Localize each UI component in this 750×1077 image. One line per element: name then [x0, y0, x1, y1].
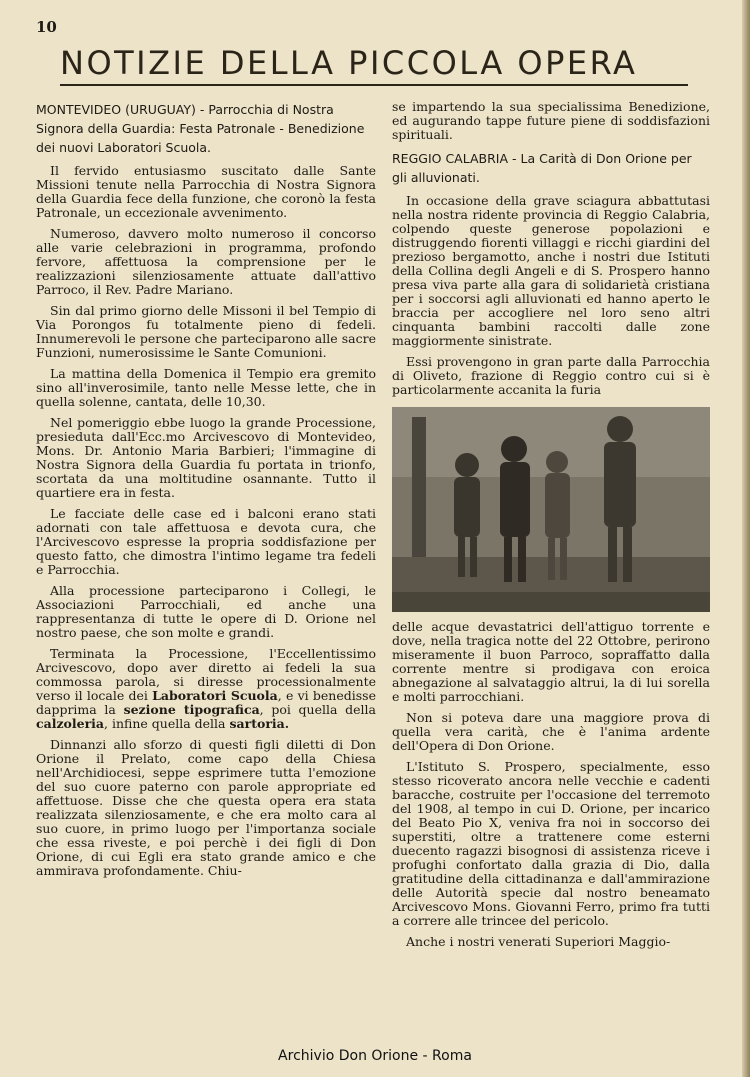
masthead-title: NOTIZIE DELLA PICCOLA OPERA	[60, 44, 638, 82]
paragraph: In occasione della grave sciagura abbattutasi nella nostra ridente provincia di Reggio Calabria, colpendo queste generose popolazioni e distruggendo fiorenti villaggi e ricchi giardini del prezioso bergamotto, anche i nostri due Istituti della Collina degli Angeli e di S. Prospero hanno presa viva parte alla gara di solidarietà cristiana per i soccorsi agli alluvionati ed hanno aperto le braccia per accogliere nel loro seno altri cinquanta bambini raccolti dalle zone maggiormente sinistrate.	[392, 193, 710, 348]
section-place: MONTEVIDEO (URUGUAY)	[36, 102, 196, 117]
paragraph-continued: delle acque devastatrici dell'attiguo torrente e dove, nella tragica notte del 22 Ottobre, perirono miseramente il buon Parroco, sopraffatto dalla corrente mentre si prodigava con eroica abnegazione al salvataggio altrui, la di lui sorella e molti parrocchiani.	[392, 619, 710, 704]
section-heading-montevideo	[36, 100, 376, 157]
right-column	[392, 100, 710, 956]
paragraph: L'Istituto S. Prospero, specialmente, esso stesso ricoverato ancora nelle vecchie e cadenti baracche, costruite per l'occasione del terremoto del 1908, al tempo in cui D. Orione, per incarico del Beato Pio X, veniva fra noi in soccorso dei superstiti, oltre a trattenere come esterni duecento ragazzi bisognosi di assistenza riceve i profughi confortato dalla grazia di Dio, dalla gratitudine della cittadinanza e dall'ammirazione delle Autorità specie dal nostro beneamato Arcivescovo Mons. Giovanni Ferro, primo fra tutti a correre alle trincee del pericolo.	[392, 759, 710, 928]
paragraph: Non si poteva dare una maggiore prova di quella vera carità, che è l'anima ardente dell'Opera di Don Orione.	[392, 710, 710, 753]
section-title: - Parrocchia di Nostra Signora della Guardia: Festa Patronale - Benedizione dei nuovi Laboratori Scuola.	[36, 102, 365, 155]
paragraph	[36, 647, 376, 731]
bold-run: sezione tipografica	[123, 702, 260, 717]
text-run: , e vi benedisse dapprima la	[36, 688, 376, 717]
paragraph: Alla processione parteciparono i Collegi, le Associazioni Parrocchiali, ed anche una rappresentanza di tutte le opere di D. Orione nel nostro paese, che son molte e grandi.	[36, 583, 376, 640]
paragraph: Anche i nostri venerati Superiori Maggio-	[406, 934, 671, 949]
paragraph: Essi provengono in gran parte dalla Parrocchia di Oliveto, frazione di Reggio contro cui si è particolarmente accanita la furia	[392, 354, 710, 397]
paragraph: La mattina della Domenica il Tempio era gremito sino all'inverosimile, tanto nelle Messe lette, che in quella solenne, cantata, delle 10,30.	[36, 366, 376, 409]
text-run: Terminata la Processione, l'Eccellentissimo Arcivescovo, dopo aver diretto ai fedeli la sua commossa parola, si diresse processionalmente verso il locale dei	[36, 646, 376, 703]
paragraph: Le facciate delle case ed i balconi erano stati adornati con tale affettuosa e devota cura, che l'Arcivescovo espresse la propria soddisfazione per questo fatto, che dimostra l'intimo legame tra fedeli e Parrocchia.	[36, 506, 376, 577]
paragraph: Dinnanzi allo sforzo di questi figli diletti di Don Orione il Prelato, come capo della Chiesa nell'Archidiocesi, seppe esprimere tutta l'emozione del suo cuore paterno con parole appropriate ed affettuose. Disse che che questa opera era stata realizzata silenziosamente, e che era molto cara al suo cuore, in primo luogo per l'importanza sociale che essa riveste, e poi perchè i dei figli di Don Orione, di cui Egli era stato grande amico e che ammirava profondamente. Chiu-	[36, 737, 376, 878]
page-edge	[742, 0, 750, 1077]
section-heading-reggio	[392, 149, 710, 187]
children-photo	[392, 407, 710, 612]
paragraph: Numeroso, davvero molto numeroso il concorso alle varie celebrazioni in programma, profondo fervore, affettuosa la comprensione per le realizzazioni silenziosamente attuate dall'attivo Parroco, il Rev. Padre Mariano.	[36, 226, 376, 297]
paragraph: Il fervido entusiasmo suscitato dalle Sante Missioni tenute nella Parrocchia di Nostra Signora della Guardia fece della funzione, che coronò la festa Patronale, un eccezionale avvenimento.	[36, 163, 376, 220]
section-title: - La Carità di Don Orione per gli alluvionati.	[392, 151, 692, 185]
text-run: , infine quella della	[104, 716, 230, 731]
text-run: , poi quella della	[259, 702, 376, 717]
left-column	[36, 100, 376, 885]
archive-footer: Archivio Don Orione - Roma	[278, 1048, 472, 1064]
paragraph: Nel pomeriggio ebbe luogo la grande Processione, presieduta dall'Ecc.mo Arcivescovo di Montevideo, Mons. Dr. Antonio Maria Barbieri; l'immagine di Nostra Signora della Guardia fu portata in trionfo, scortata da una moltitudine osannante. Tutto il quartiere era in festa.	[36, 415, 376, 500]
page-number: 10	[36, 18, 57, 36]
bold-run: Laboratori Scuola	[152, 688, 278, 703]
masthead-rule	[60, 84, 688, 86]
paragraph-continued: se impartendo la sua specialissima Benedizione, ed augurando tappe future piene di soddisfazioni spirituali.	[392, 99, 710, 142]
section-place: REGGIO CALABRIA	[392, 151, 509, 166]
bold-run: sartoria.	[229, 716, 290, 731]
children-photo-illustration	[392, 407, 710, 612]
bold-run: calzoleria	[36, 716, 105, 731]
paragraph: Sin dal primo giorno delle Missoni il bel Tempio di Via Porongos fu totalmente pieno di fedeli. Innumerevoli le persone che parteciparono alle sacre Funzioni, numerosissime le Sante Comunioni.	[36, 303, 376, 360]
